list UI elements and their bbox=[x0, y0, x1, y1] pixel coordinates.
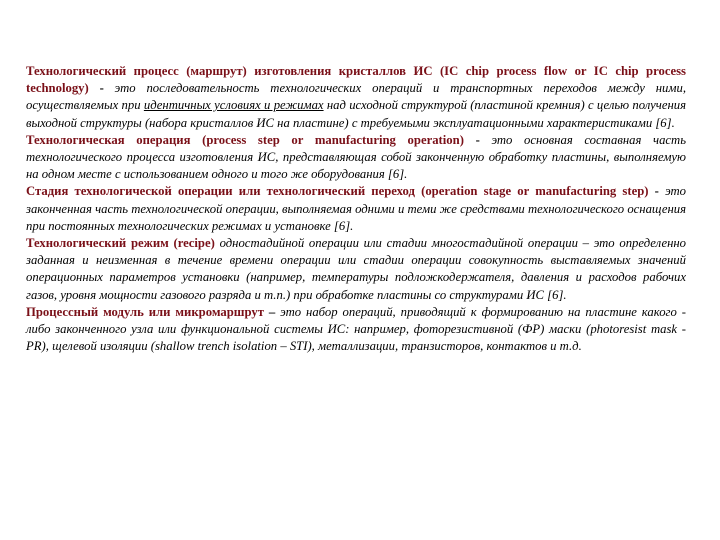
term-process-step: Технологическая операция (process step or manufacturing operation) bbox=[26, 132, 464, 147]
definition-text: это основная составная часть технологического процесса изготовления ИС, представляющая собой законченную обработку пластины, выполняемую на одном месте с использованием одного и того же оборудования [6]. bbox=[26, 132, 686, 182]
term-recipe: Технологический режим (recipe) bbox=[26, 236, 215, 251]
definition-text: это набор операций, приводящий к формированию на пластине какого - либо законченного узла или функциональной системы ИС: например, фоторезистивной (ФР) маски (photoresist mask - PR), щелевой изоляции (shallow trench isolation – STI), металлизации, транзисторов, контактов и т.д. bbox=[26, 304, 687, 354]
term-process-module: Процессный модуль или микромаршрут bbox=[26, 304, 264, 319]
paragraph-operation-stage bbox=[26, 183, 686, 235]
separator: – bbox=[263, 304, 281, 319]
paragraph-process-module bbox=[26, 304, 686, 356]
definition-text: это последовательность технологических операций и транспортных переходов между ними, осуществляемых при bbox=[26, 81, 686, 113]
paragraph-process-step bbox=[26, 132, 686, 184]
underlined-phrase: идентичных условиях и режимах bbox=[143, 98, 324, 113]
definition-text-continued: над исходной структурой (пластиной кремния) с целью получения выходной структуры (набора кристаллов ИС на пластине) с требуемыми эксплуатационными характеристиками [6]. bbox=[26, 98, 686, 130]
definition-text: это законченная часть технологической операции, выполняемая одними и теми же средствами технологического оснащения при постоянных технологических режимах и установке [6]. bbox=[26, 184, 686, 233]
separator: - bbox=[88, 81, 115, 96]
separator: - bbox=[463, 132, 492, 147]
definition-text: одностадийной операции или стадии многостадийной операции – это определенно заданная и неизменная в течение времени операции или стадии операции совокупность выставляемых значений операционных параметров установки (например, температуры подложкодержателя, давления и расходов рабочих газов, уровня мощности газового разряда и т.п.) при обработке пластины со структурами ИС [6]. bbox=[26, 236, 687, 302]
paragraph-process-flow bbox=[26, 63, 686, 132]
definitions-text bbox=[26, 63, 686, 355]
term-operation-stage: Стадия технологической операции или технологический переход (operation stage or manufacturing step) bbox=[26, 184, 649, 199]
paragraph-recipe bbox=[26, 235, 686, 304]
term-process-flow: Технологический процесс (маршрут) изготовления кристаллов ИС (IC chip process flow or IC chip process technology) bbox=[26, 64, 686, 96]
separator: - bbox=[648, 184, 666, 199]
